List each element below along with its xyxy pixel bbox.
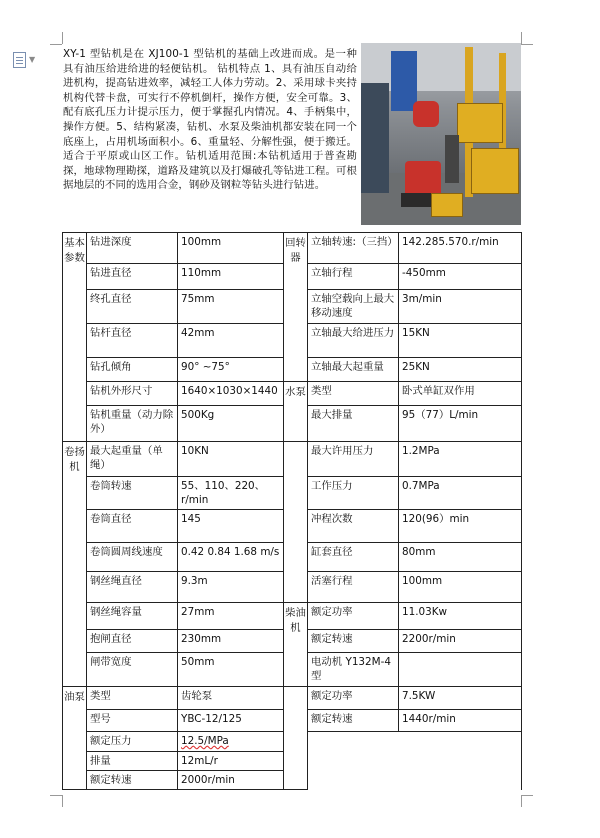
crop-mark	[62, 795, 63, 807]
spec-value: 9.3m	[178, 572, 284, 603]
spec-value: 7.5KW	[399, 687, 522, 710]
chevron-down-icon[interactable]: ▼	[29, 55, 36, 64]
spec-label: 冲程次数	[308, 510, 399, 543]
spec-label: 钻机外形尺寸	[87, 382, 178, 406]
spec-value: -450mm	[399, 264, 522, 290]
crop-mark	[521, 44, 533, 45]
spec-label: 缸套直径	[308, 543, 399, 572]
spec-table	[62, 232, 522, 790]
spec-label: 额定功率	[308, 603, 399, 630]
spec-label: 钻进直径	[87, 264, 178, 290]
spec-label: 立轴行程	[308, 264, 399, 290]
spec-label: 型号	[87, 710, 178, 732]
spec-label: 最大起重量（单绳）	[87, 442, 178, 477]
spec-value: 1.2MPa	[399, 442, 522, 477]
spec-label: 钢丝绳直径	[87, 572, 178, 603]
spec-label: 终孔直径	[87, 290, 178, 324]
product-photo	[361, 43, 521, 225]
spec-label: 工作压力	[308, 477, 399, 510]
spec-label: 卷筒直径	[87, 510, 178, 543]
spec-label: 钻进深度	[87, 233, 178, 264]
spec-label: 最大排量	[308, 406, 399, 442]
spec-value: 100mm	[399, 572, 522, 603]
spec-value: 145	[178, 510, 284, 543]
group-water-pump: 水泵	[284, 382, 308, 442]
spec-label: 立轴转速:（三挡）	[308, 233, 399, 264]
spec-value: 2000r/min	[178, 771, 284, 790]
spec-value: 1440r/min	[399, 710, 522, 732]
spec-label: 额定转速	[308, 630, 399, 653]
spec-label: 钻机重量（动力除外）	[87, 406, 178, 442]
group-winch: 卷扬机	[63, 442, 87, 687]
spec-value: 15KN	[399, 324, 522, 358]
intro-paragraph: XY-1 型钻机是在 XJ100-1 型钻机的基础上改进而成。是一种具有油压给进给进的轻便钻机。 钻机特点 1、具有油压自动给进机构，提高钻进效率，减轻工人体力劳动。2、采用球卡夹持机构代替卡盘，可实行不停机倒杆，操作方便，安全可靠。3、配有底孔压力计提示压力，便于掌握孔内情况。4、手柄集中，操作方便。5、结构紧凑，钻机、水泵及柴油机都安装在同一个底座上，占用机场面积小。6、重量轻、分解性强，便于搬迁。适合于平原或山区工作。钻机适用范围:本钻机适用于普查勘探，地球物理勘探，道路及建筑以及打爆破孔等钻进工程。可根据地层的不同的选用合金，钢砂及钢粒等钻头进行钻进。	[63, 48, 357, 192]
spec-value: 75mm	[178, 290, 284, 324]
spec-value: 80mm	[399, 543, 522, 572]
spec-value: 25KN	[399, 358, 522, 382]
spec-label: 钢丝绳容量	[87, 603, 178, 630]
spec-label: 活塞行程	[308, 572, 399, 603]
spec-value: 142.285.570.r/min	[399, 233, 522, 264]
spec-label: 类型	[308, 382, 399, 406]
spec-value: 0.42 0.84 1.68 m/s	[178, 543, 284, 572]
document-icon[interactable]	[13, 52, 26, 68]
group-diesel-engine: 柴油机	[284, 603, 308, 687]
spec-label: 额定转速	[87, 771, 178, 790]
group-rotator: 回转器	[284, 233, 308, 382]
spec-value: 0.7MPa	[399, 477, 522, 510]
spec-value: 500Kg	[178, 406, 284, 442]
group-spacer	[284, 442, 308, 603]
spec-value: 齿轮泵	[178, 687, 284, 710]
spec-label: 闸带宽度	[87, 653, 178, 687]
spec-value: 2200r/min	[399, 630, 522, 653]
spec-label: 额定功率	[308, 687, 399, 710]
spec-label: 钻杆直径	[87, 324, 178, 358]
spec-value: 95（77）L/min	[399, 406, 522, 442]
spec-label: 立轴最大给进压力	[308, 324, 399, 358]
spec-value: 120(96）min	[399, 510, 522, 543]
group-basic-params: 基本参数	[63, 233, 87, 442]
crop-mark	[521, 32, 522, 44]
spec-label: 排量	[87, 752, 178, 771]
spec-label: 卷筒圆周线速度	[87, 543, 178, 572]
spec-label: 立轴空载向上最大移动速度	[308, 290, 399, 324]
spec-label: 卷筒转速	[87, 477, 178, 510]
spec-value: 50mm	[178, 653, 284, 687]
spec-label: 立轴最大起重量	[308, 358, 399, 382]
spec-label: 额定转速	[308, 710, 399, 732]
spec-value: 27mm	[178, 603, 284, 630]
spec-value: 1640×1030×1440	[178, 382, 284, 406]
spec-label: 钻孔倾角	[87, 358, 178, 382]
spec-value: 11.03Kw	[399, 603, 522, 630]
spec-value: 12mL/r	[178, 752, 284, 771]
spec-value: 卧式单缸双作用	[399, 382, 522, 406]
spec-value: 90° ~75°	[178, 358, 284, 382]
spec-value: 100mm	[178, 233, 284, 264]
group-spacer	[284, 687, 308, 790]
spec-label: 额定压力	[87, 732, 178, 752]
spec-label: 电动机 Y132M-4 型	[308, 653, 399, 687]
spec-value	[178, 732, 284, 752]
spec-value: 42mm	[178, 324, 284, 358]
spec-value: 230mm	[178, 630, 284, 653]
group-oil-pump: 油泵	[63, 687, 87, 790]
spec-value-text: 12.5/MPa	[181, 735, 229, 747]
crop-mark	[521, 795, 533, 796]
crop-mark	[521, 795, 522, 807]
spec-label: 抱闸直径	[87, 630, 178, 653]
spec-label: 类型	[87, 687, 178, 710]
crop-mark	[50, 795, 62, 796]
spec-value: 3m/min	[399, 290, 522, 324]
crop-mark	[62, 32, 63, 44]
crop-mark	[50, 44, 62, 45]
spec-value: YBC-12/125	[178, 710, 284, 732]
spec-value: 55、110、220、r/min	[178, 477, 284, 510]
spec-value: 110mm	[178, 264, 284, 290]
spec-value: 10KN	[178, 442, 284, 477]
spec-label: 最大许用压力	[308, 442, 399, 477]
empty-cell	[308, 732, 522, 790]
spec-value	[399, 653, 522, 687]
